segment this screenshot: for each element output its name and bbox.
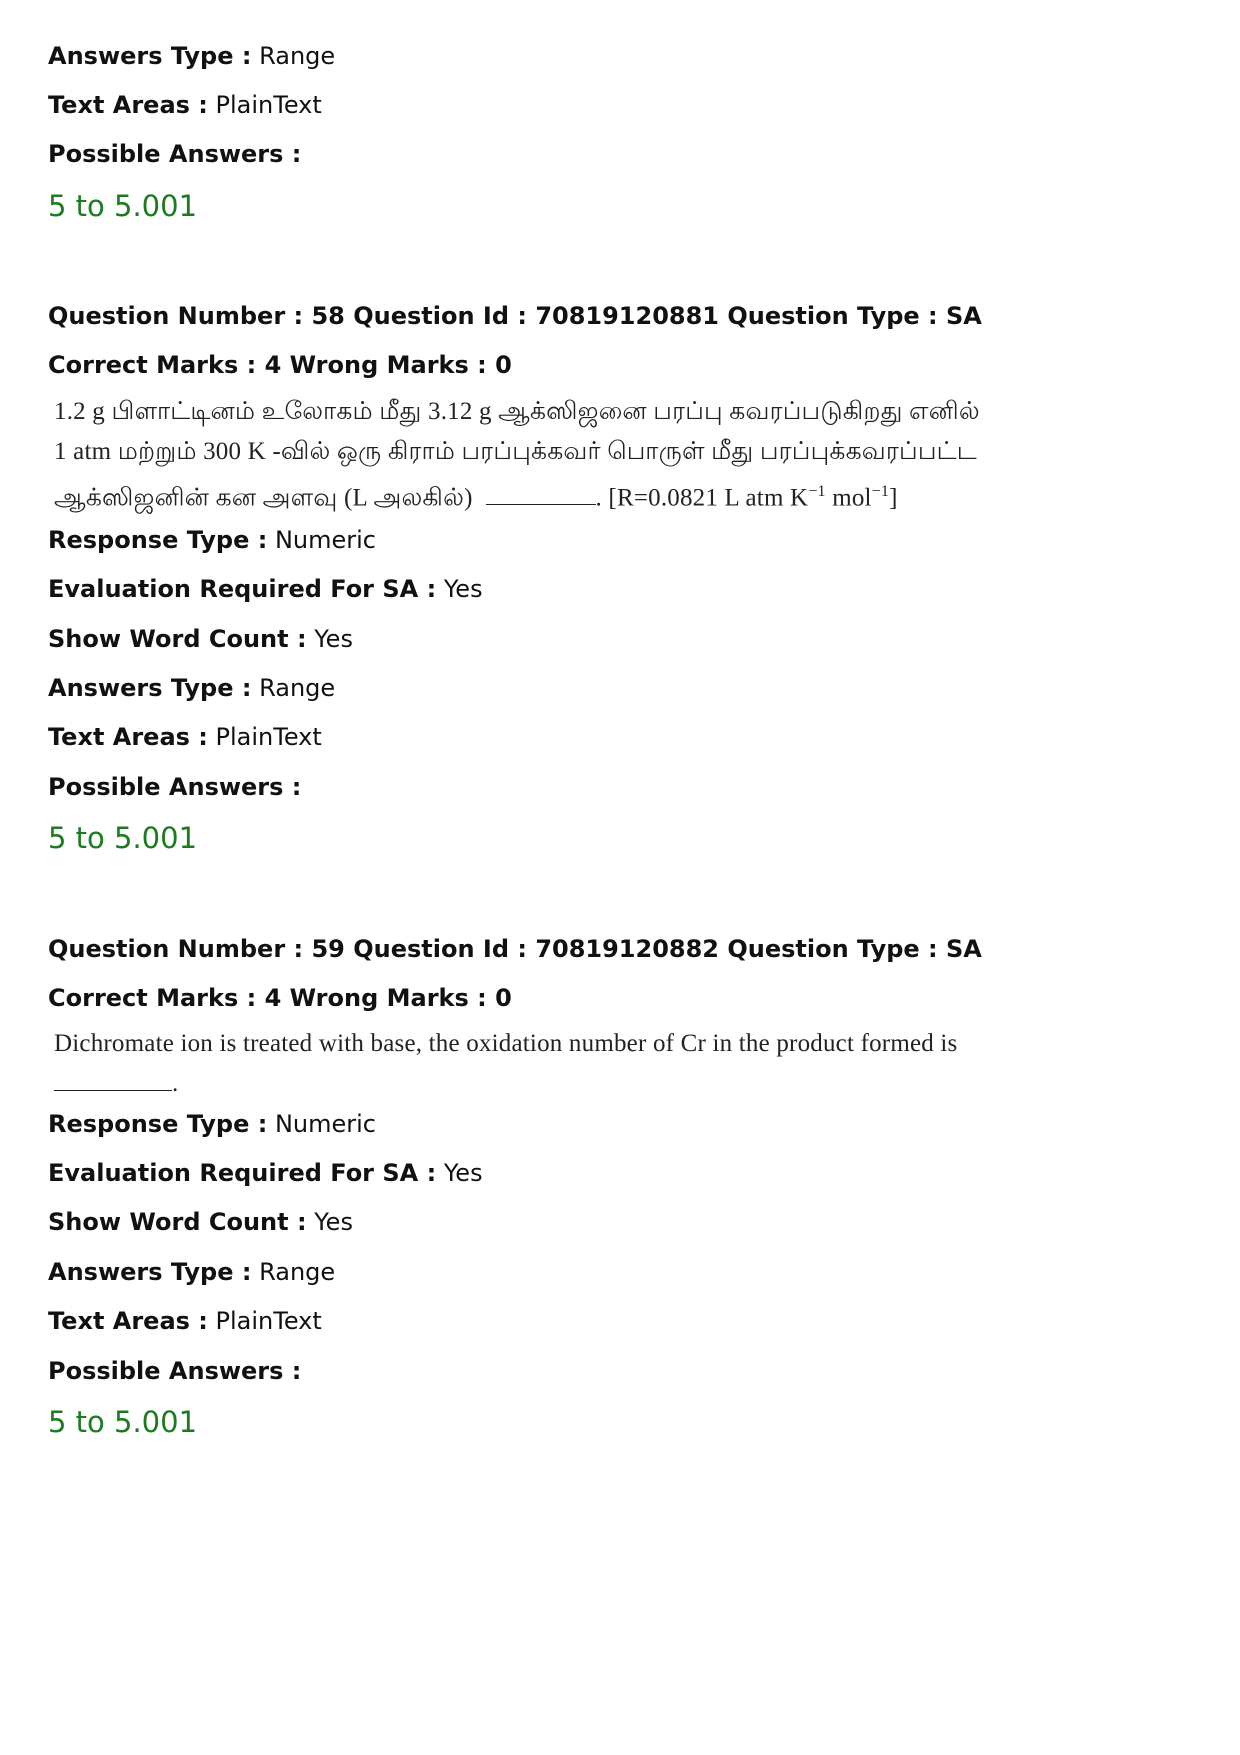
question-59-marks: Correct Marks : 4 Wrong Marks : 0 bbox=[48, 984, 512, 1012]
answer-blank bbox=[54, 1072, 172, 1091]
q59-answers-type-row: Answers Type : Range bbox=[48, 1258, 336, 1286]
possible-answer: 5 to 5.001 bbox=[48, 189, 198, 223]
question-58-marks: Correct Marks : 4 Wrong Marks : 0 bbox=[48, 351, 512, 379]
text-areas-value: PlainText bbox=[215, 91, 322, 119]
possible-answers-row bbox=[48, 138, 301, 170]
question-58-line-3: ஆக்ஸிஜனின் கன அளவு (L அலகில்) . [R=0.0821 L atm $K^{-1}$ mol$^{-1}$] bbox=[54, 483, 898, 512]
q58-word-count-row: Show Word Count : Yes bbox=[48, 625, 353, 653]
q58-response-type-row: Response Type : Numeric bbox=[48, 526, 376, 554]
question-58-line-1: 1.2 g பிளாட்டினம் உலோகம் மீது 3.12 g ஆக்ஸிஜனை பரப்பு கவரப்படுகிறது எனில் bbox=[54, 398, 980, 425]
question-59-line-2: . bbox=[54, 1064, 958, 1104]
question-58-line-2: 1 atm மற்றும் 300 K -வில் ஒரு கிராம் பரப்புக்கவர் பொருள் மீது பரப்புக்கவரப்பட்ட bbox=[54, 438, 977, 465]
q59-evaluation-row: Evaluation Required For SA : Yes bbox=[48, 1159, 483, 1187]
q59-text-areas-row: Text Areas : PlainText bbox=[48, 1307, 322, 1335]
answers-type-row bbox=[48, 40, 335, 72]
answer-blank bbox=[486, 486, 596, 505]
q59-response-type-row: Response Type : Numeric bbox=[48, 1110, 376, 1138]
possible-answers-label: Possible Answers : bbox=[48, 140, 302, 168]
q58-text-areas-row: Text Areas : PlainText bbox=[48, 723, 322, 751]
question-59-header: Question Number : 59 Question Id : 70819120882 Question Type : SA bbox=[48, 935, 982, 963]
q59-word-count-row: Show Word Count : Yes bbox=[48, 1208, 353, 1236]
text-areas-row bbox=[48, 89, 322, 121]
q59-possible-answer: 5 to 5.001 bbox=[48, 1405, 198, 1439]
question-58-header: Question Number : 58 Question Id : 70819120881 Question Type : SA bbox=[48, 302, 982, 330]
q59-possible-answers-row: Possible Answers : bbox=[48, 1357, 302, 1385]
text-areas-label: Text Areas : bbox=[48, 91, 208, 119]
q58-possible-answer: 5 to 5.001 bbox=[48, 821, 198, 855]
q58-possible-answers-row: Possible Answers : bbox=[48, 773, 302, 801]
question-58-text bbox=[54, 392, 980, 518]
q58-evaluation-row: Evaluation Required For SA : Yes bbox=[48, 575, 483, 603]
answers-type-label: Answers Type : bbox=[48, 42, 252, 70]
answers-type-value: Range bbox=[259, 42, 336, 70]
question-59-text bbox=[54, 1024, 958, 1104]
question-59-line-1: Dichromate ion is treated with base, the oxidation number of Cr in the product formed is bbox=[54, 1030, 958, 1057]
q58-answers-type-row: Answers Type : Range bbox=[48, 674, 336, 702]
